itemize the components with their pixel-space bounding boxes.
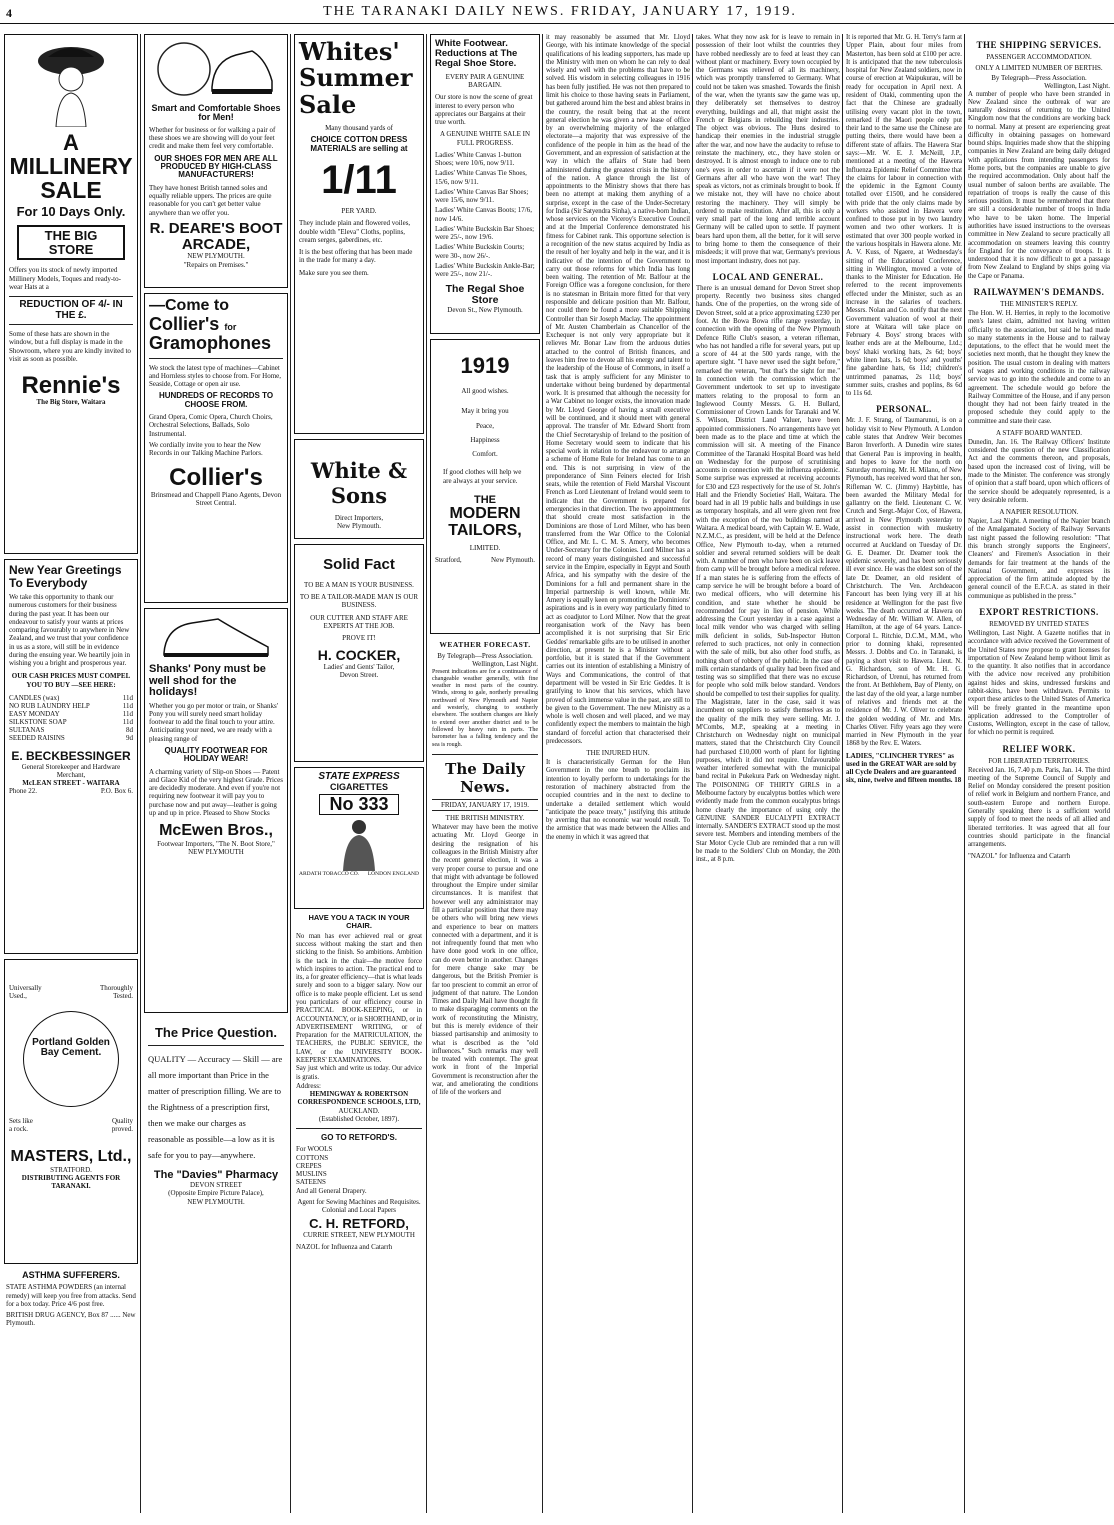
millinery-a: A <box>63 130 79 155</box>
ardath-left: ARDATH TOBACCO CO. <box>299 870 360 877</box>
ponies-title: Shanks' Pony must be well shod for the holidays! <box>149 663 266 699</box>
personal-heading: PERSONAL. <box>876 404 932 415</box>
gramophones-body: We stock the latest type of machines—Cabinet and Hornless styles to choose from. For Home, Seaside, Cottage or open air use. <box>149 363 282 389</box>
column-rule <box>964 34 965 1513</box>
davies-town: NEW PLYMOUTH. <box>187 1197 245 1206</box>
rennies-subtitle: The Big Store, Waitara <box>36 398 106 407</box>
white-sons-name: White & Sons <box>310 458 408 508</box>
price-item: SILKSTONE SOAP <box>9 717 67 726</box>
column-1 <box>4 34 138 1513</box>
whites-body-3: It is the best offering that has been made in the trade for many a day. <box>299 248 413 265</box>
retford-item: SATEENS <box>296 1178 326 1187</box>
price-row <box>9 710 133 718</box>
whites-price: 1/11 <box>321 158 397 203</box>
cocker-name: H. COCKER, <box>317 647 401 664</box>
masters-agents: DISTRIBUTING AGENTS FOR TARANAKI. <box>21 1174 121 1191</box>
solid-fact-line-3: OUR CUTTER AND STAFF ARE EXPERTS AT THE JOB. <box>310 613 408 630</box>
price-item: SULTANAS <box>9 725 45 734</box>
shoes-body: Whether for business or for walking a pair of these shoes we are showing will do your feet credit and make them feel very comfortable. <box>149 125 276 151</box>
rennies-logo: Rennie's <box>21 372 121 400</box>
mcewen-name: McEwen Bros., <box>159 822 273 840</box>
column-6 <box>696 34 840 1513</box>
deares-repairs: "Repairs on Premises." <box>183 260 249 269</box>
shoes-body-2: They have honest British tanned soles and equally reliable uppers. The prices are quite reasonable for you can't get better value anywhere than we offer you. <box>149 183 272 217</box>
regal-store-name: The Regal Shoe Store <box>445 283 525 307</box>
whites-per-yard: PER YARD. <box>341 207 377 216</box>
davies-opposite: (Opposite Empire Picture Palace), <box>168 1189 264 1198</box>
correspondence-school-ad <box>294 914 424 1252</box>
masthead <box>0 0 1114 24</box>
retford-items <box>296 1145 422 1195</box>
retford-name: C. H. RETFORD, <box>309 1216 409 1232</box>
asthma-body: STATE ASTHMA POWDERS (an internal remedy) will keep you free from attacks. Send for a box today. Price 4/6 post free. <box>6 1283 136 1308</box>
newspaper-title: THE TARANAKI DAILY NEWS. FRIDAY, JANUARY 17, 1919. <box>323 4 797 19</box>
relief-subhead: FOR LIBERATED TERRITORIES. <box>988 756 1090 765</box>
cocker-desc: Ladies' and Gents' Tailor, <box>323 662 395 671</box>
napier-heading: A NAPIER RESOLUTION. <box>999 508 1079 517</box>
shipping-subhead-2: ONLY A LIMITED NUMBER OF BERTHS. <box>975 64 1103 72</box>
regal-shoe-store-ad <box>430 34 540 334</box>
price-row <box>9 694 133 702</box>
price-list <box>9 694 133 742</box>
modern-name-3: TAILORS, <box>448 522 522 540</box>
whites-body-2: They include plain and flowered voiles, double width "Eleva" Cloths, poplins, cream serges, gaberdines, etc. <box>299 219 411 244</box>
shoe-illustration-icon <box>152 39 280 101</box>
state-express-brand: STATE EXPRESS <box>318 771 400 782</box>
regal-price-item: Ladies' White Canvas Tie Shoes, 15/6, now 9/11. <box>435 169 527 186</box>
mcewen-footwear-ad <box>144 608 288 1013</box>
price-value: 8d <box>126 725 133 734</box>
deares-town: NEW PLYMOUTH. <box>187 252 245 261</box>
greetings-title: New Year Greetings To Everybody <box>9 563 122 590</box>
railwaymen-body: The Hon. W. H. Herries, in reply to the locomotive men's latest claim, admitted not having written officially to the association, but said he had made so many statements in the House and to railway deputations, to the effect that he would meet the societies next month, that he thought they knew the position. The usual custom in dealing with matters of wages and working conditions in the railway service was to go into the schedule and come to an agreement. The schedule would go before the Railway Committee of the House, and if any person thought they had not been fairly treated in the proposed schedule they could apply to the committee and state their case. <box>968 309 1110 425</box>
weather-place: Wellington, Last Night. <box>472 660 538 669</box>
merchant-phone: Phone 22. <box>9 787 37 796</box>
export-body: Wellington, Last Night. A Gazette notifies that in accordance with advice received the Government of the United States now propose to grant licenses for importation of New Zealand hemp without limit as to the quantity. It also notifies that in accordance with the advice now received any prohibition against hides and skins, undressed furskins and rabbit-skins, have been withdrawn. Permits to export these articles to the United States of America will be freely granted in the meantime upon application addressed to the Comptroller of Customs, Wellington, except in the case of tallow, for which no permit is required. <box>968 629 1110 737</box>
mcewen-footer: Footwear Importers, "The N. Boot Store," NEW PLYMOUTH <box>157 839 275 857</box>
collier-for: for <box>224 321 237 332</box>
school-est: (Established October, 1897). <box>318 1114 400 1123</box>
deares-name: R. DEARE'S BOOT ARCADE, <box>149 219 283 253</box>
retford-item: CREPES <box>296 1161 322 1170</box>
price-item: CANDLES (wax) <box>9 693 60 702</box>
school-body: No man has ever achieved real or great success without making the start and then sticking to the finish. So ambitions. Ambition is the tack in the chair—the motive force which inspires to action. The practical end to its, a for greater efficiency—that is what leads surely and soon to a bigger salary. Now our office is to make people efficient. Let us send you particulars of our efficiency course in PRACTICAL BOOK-KEEPING, or in ACCOUNTANCY, or in SHORTHAND, or in ADVERTISEMENT WRITING, or of Preparation for the MATRICULATION, the TEACHERS, the PUBLIC SERVICE, the LAW, or the UNIVERSITY BOOK-KEEPERS' EXAMINATIONS. <box>296 932 422 1064</box>
white-and-sons-ad <box>294 439 424 539</box>
school-body-2: Say just which and write us today. Our advice is gratis. <box>296 1065 422 1081</box>
nazol-footer-right: "NAZOL" for Influenza and Catarrh <box>968 852 1071 861</box>
column-rule <box>542 34 543 1513</box>
colliers-gramophones-ad <box>144 293 288 603</box>
millinery-body: Offers you its stock of newly imported Millinery Models, Toques and ready-to-wear Hats at a <box>9 266 121 291</box>
shipping-heading: THE SHIPPING SERVICES. <box>976 40 1102 50</box>
price-item: SEEDED RAISINS <box>9 733 65 742</box>
records-subhead: HUNDREDS OF RECORDS TO CHOOSE FROM. <box>158 391 274 409</box>
weather-byline: By Telegraph—Press Association. <box>437 652 533 660</box>
merchant-box: P.O. Box 6. <box>100 787 133 796</box>
collier-line-3: Gramophones <box>149 332 272 353</box>
column-2 <box>144 34 288 1513</box>
wish-peace: Peace, <box>475 421 495 430</box>
boot-illustration-icon <box>156 613 276 661</box>
modern-body: If good clothes will help we are always at your service. <box>443 468 522 485</box>
injured-hun-heading: THE INJURED HUN. <box>586 749 650 758</box>
state-express-product: CIGARETTES <box>329 781 388 792</box>
shipping-body: A number of people who have been stranded in New Zealand since the outbreak of war are naturally desirous of returning to the United Kingdom now that the conditions are working back to normal. Many at present are experiencing great difficulty in obtaining passages on homeward bound ships. Inquiries made show that the shipping companies in New Zealand are being daily deluged with applications from intending passengers for Home ports, but the companies are unable to give the required accommodation. Only about half the usual number of saloon berths are available. The repatriation of troops is really the cause of this serious position. It must be remembered that there are still a considerable number of troops in India who have to be taken home. The Imperial authorities have issued instructions to the overseas committee in New Zealand to secure practically all accommodation on steamers leaving this country for England for the conveyance of troops. It is understood that it is now difficult to get a passage from New Zealand to England by ships going via the Cape or Panama. <box>968 90 1110 280</box>
price-row <box>9 718 133 726</box>
cement-right-1: Thoroughly <box>99 984 133 992</box>
modern-limited: LIMITED. <box>469 543 501 552</box>
golden-bay-cement-badge: Portland Golden Bay Cement. <box>23 1011 119 1107</box>
column-5 <box>546 34 690 1513</box>
injured-hun-continued: takes. What they now ask for is leave to remain in possession of their loot whilst the countries they have robbed needlessly are to feed at least they can without plant or machinery. Every town occupied by the Germans was relieved of all its machinery, which was promptly transferred to Germany. What could not be taken was smashed. Towards the finish of the war, when the tyrants saw the game was up, they deliberately set themselves to destroy everything, buildings and all, that might assist the French or Belgians in rebuilding their industries. The object was obvious. The Huns desired to handicap their enemies in the industrial struggle after the war, and now have the audacity to refuse to reinstate the machinery, etc., they have stolen or destroyed. It is almost enough to induce one to rub one's eyes in order to ascertain if it were not the Germans after all who have won the war! They speak as victors, not as criminals brought to book. If we mistake not, they will have no choice about restoring the machinery. They will simply be ordered to make restitution. After all, this is only a very small part of the long and terrible account Germany will be called upon to settle. If payment bears hard upon them, all the better, for it will serve to bring home to them the consequence of their misdeeds; it will prove that war, Germany's previous most important industry, does not pay. <box>696 34 840 265</box>
millinery-duration: For 10 Days Only. <box>16 204 126 220</box>
shipping-place: Wellington, Last Night. <box>1044 82 1110 91</box>
solid-fact-line-4: PROVE IT! <box>342 634 376 642</box>
seated-figure-icon <box>337 817 381 871</box>
masters-name: MASTERS, Ltd., <box>10 1148 132 1165</box>
price-row <box>9 734 133 742</box>
napier-body: Napier, Last Night. A meeting of the Napier branch of the Amalgamated Society of Railway Servants last night passed the following resolution: "That this branch strongly supports the Engineers', Cleaners' and Firemen's Association in their demands for fair treatment at the hands of the National Government, and expresses its appreciation of the firm attitude adopted by the general council of the E.F.C.A. as stated in their communique as published in the press." <box>968 518 1110 600</box>
regal-price-item: Ladies' White Buckskin Bar Shoes; were 25/-, now 19/6. <box>435 224 535 242</box>
whites-summer-sale-ad <box>294 34 424 434</box>
injured-hun-body: It is characteristically German for the Hun Government in the one breath to proclaim its intention to loyally perform to undertakings for the restoration of machinery abstracted from the occupied countries and in the next to decline to undertake a detailed settlement which would "anticipate the peace treaty," justifying this attitude by averring that no economic war would result. To the armistice that was made between the Allies and the enemy in which it was agreed that <box>546 759 690 841</box>
davies-street: DEVON STREET <box>190 1181 242 1190</box>
modern-right: New Plymouth. <box>491 556 535 565</box>
new-year-greetings-ad <box>4 559 138 954</box>
ardath-right: LONDON ENGLAND <box>367 870 419 877</box>
retford-address: CURRIE STREET, NEW PLYMOUTH <box>303 1231 415 1240</box>
tack-title: HAVE YOU A TACK IN YOUR CHAIR. <box>308 913 410 930</box>
cocker-tailor-ad <box>294 544 424 762</box>
column-rule <box>842 34 843 1513</box>
whites-title: Whites' Summer Sale <box>299 37 413 119</box>
wish-comfort: Comfort. <box>472 450 498 459</box>
solid-fact-line-1: TO BE A MAN IS YOUR BUSINESS. <box>304 580 414 589</box>
hemingway-name: HEMINGWAY & ROBERTSON CORRESPONDENCE SCHOOLS, LTD, <box>297 1090 421 1107</box>
shipping-subhead: PASSENGER ACCOMMODATION. <box>986 53 1092 61</box>
local-general-heading: LOCAL AND GENERAL. <box>712 271 824 282</box>
asthma-ad <box>4 1269 138 1330</box>
column-rule <box>426 34 427 1513</box>
may-it-bring: May it bring you <box>461 407 509 416</box>
good-wishes: All good wishes. <box>461 387 509 396</box>
state-express-ad <box>294 767 424 909</box>
modern-tailors-ad <box>430 339 540 634</box>
local-general-body: There is an unusual demand for Devon Street shop property. Recently two business sites changed hands. One of the properties, on the wrong side of Devon Street, sold at a price approximating £230 per foot. At the Bowa Bowa rifle range yesterday, in connection with the opening of the New Plymouth Defence Rifle Club's season, a veteran rifleman, who has not handled a rifle for several years, put up a score of 44 at the 500 yards range, with the aperture sight. "I have never used the sight before," remarked the veteran, "but that's the sight for me." In connection with the commission which the Government undertook to set up to investigate matters relating to the proposal to form an Inglewood County Messrs. G. H. Bullard, Commissioner of Crown Lands for Taranaki and W. S. Wilson, District Land Valuer, have been appointed commissioners. No arrangements have yet been made as to the place and time at which the commission will sit. A meeting of the Finance Committee of the Taranaki Hospital Board was held on Wednesday for the purpose of scrutinising accounts in connection with the influenza epidemic. Some surprise was expressed at receiving accounts for £30 and £23 respectively for the use of St. John's Hall and the Friendly Societies' Hall, Waitara. The board had in all 19 public halls and buildings in use as temporary hospitals, and all were given rent free with the exception of the two buildings named at Waitara. A medical board, with Captain W. E. Wade, N.Z.M.C., as president, will be held at the Defence Office, New Plymouth to-day, when a returned soldier and several returned soldiers will be dealt with. A number of men who have been on sick leave from camp will be brought before a medical referee. If a man states he is suffering from the effects of camp service he will be brought before a board of two medical officers, who will determine his condition, and state whether he should be recommended for pay in lieu of pension. While addressing the Court yesterday in a case against a local milk vendor who was charged with selling milk deficient in solids, Sub-Inspector Hutton referred to such practices, not only in connection with the sale of milk, but also other food stuffs, as nothing short of robbery of the public. In the case of milk certain standards of quality had been fixed and testing was so simplified that there was no excuse for people who sold milk below standard. Vendors should be compelled to test their supplies for quality. The Magistrate, later in the case, said it was incumbent on suppliers to satisfy themselves as to the quality of the milk they were selling. Mr. J. M'Combs, M.P., speaking at a meeting in Christchurch on Wednesday night on municipal matters, stated that the Christchurch City Council had purchased £10,000 worth of plant for lighting purposes, which it did not require. Unfavourable weather interfered somewhat with the municipal band recital in Pukekura Park on Wednesday night. The POISONING OF THIRTY GIRLS in a Melbourne factory by eucalyptus bottles which were evidently made from the common eucalyptus brings home clearly the importance of using only the GENUINE SANDER EUCALYPTI EXTRACT internally. SANDER'S EXTRACT stood up the most severe test. Members and intending members of the Star Motor Cycle Club are reminded that a run will be made to the Soldiers' Club on Monday, the 20th inst., at 8 p.m. <box>696 284 840 864</box>
regal-address: Devon St., New Plymouth. <box>447 306 523 315</box>
merchant-address: McLEAN STREET - WAITARA <box>22 779 120 788</box>
masters-town: STRATFORD. <box>50 1165 92 1174</box>
state-express-number: No 333 <box>319 794 399 815</box>
export-heading: EXPORT RESTRICTIONS. <box>979 606 1099 617</box>
price-question-body: QUALITY — Accuracy — Skill — are all more important than Price in the matter of prescription filling. We are to the Rightness of a prescription first, then we make our charges as reasonable as possible—a low as it is safe for you to pay—anywhere. <box>148 1053 283 1161</box>
cement-ad <box>4 959 138 1264</box>
price-value: 11d <box>122 701 133 710</box>
collier-line-1: —Come to <box>149 297 229 314</box>
weather-body: Present indications are for a continuance of changeable weather generally, with fine weather in most parts of the country. Winds, strong to gale, northerly prevailing northward of New Plymouth and Napier and westerly, changing to southerly elsewhere. The southern changes are likely to extend over another district and to be followed by heavy rain in parts. The barometer has a falling tendency and the sea is rough. <box>432 668 538 748</box>
relief-body: Received Jan. 16, 7.40 p.m. Paris, Jan. 14. The third meeting of the Supreme Council of Supply and Relief on Monday considered the present position of relief work in Belgium and northern France, and south-eastern Europe and northern Europe. Generally speaking there is a sufficient world supply of food to meet the needs of all allied and liberated territories. It was agreed that all four countries should participate in the financial arrangements. <box>968 766 1110 849</box>
retford-title: GO TO RETFORD'S. <box>321 1133 397 1143</box>
modern-name-2: MODERN <box>449 505 521 523</box>
regal-body: Our store is now the scene of great interest to every person who appreciates our Bargains at their true worth. <box>435 93 533 127</box>
cement-left-3: Sets like <box>9 1116 33 1125</box>
price-value: 11d <box>122 717 133 726</box>
regal-price-item: Ladies' White Canvas Boots; 17/6, now 14/6. <box>435 206 532 223</box>
retford-agent: Agent for Sewing Machines and Requisites. <box>297 1197 421 1206</box>
millinery-body-2: Some of these hats are shown in the window, but a full display is made in the Showroom, where you are kindly invited to visit as soon as possible. <box>9 330 131 363</box>
price-value: 9d <box>126 733 133 742</box>
weather-heading: WEATHER FORECAST. <box>439 640 531 649</box>
davies-pharmacy-name: The "Davies" Pharmacy <box>153 1168 279 1181</box>
personal-body: Mr. J. F. Strang, of Taumarunui, is on a holiday visit to New Plymouth. A London cable states that Andrew Weir becomes Baron Inverforth. A Dunedin wire states that General Pau is improving in health, and hopes to leave for the north on Saturday morning. Mr. H. Milano, of New Plymouth, has received word that her son, Rifleman W. C. (Jimmy) Haybittle, has been awarded the Military Medal for gallantry on the field. Lieutenant C. W. Crutch and Sergt.-Major Cox, of Hawera, arrived in New Plymouth yesterday to assist in connection with musketry instructional work here. The death occurred at Auckland on Tuesday of Dr. G. E. Deamer. Dr. Deamer took the epidemic severely, and has been seriously ill ever since. He was the eldest son of the late Dr. Deamer, an old resident of Christchurch. The Ven. Archdeacon Fancourt has been lying very ill at his residence at Wellington for the past five weeks. The death occurred at Hawera on Wednesday of Mr. William W. Allen, of Hamilton, at the age of 64 years. Lance-Corporal L. Ritchie, D.C.M., M.M., who prior to donning khaki, represented Messrs. J. Dobbs and Co. in Taranaki, is paying a short visit to Hawera. Lieut. N. G. Richardson, son of Mr. H. G. Richardson, of Urenui, has returned from the front. At Bethlehem, Bay of Plenty, on the last day of the old year, a large number of relatives and friends met at the residence of Mr. J. W. Oliver to celebrate the golden wedding of Mr. and Mrs. Charles Oliver. Fifty years ago they were married in New Plymouth in the year 1868 by the Rev. E. Waters. <box>846 417 962 748</box>
retford-item: MUSLINS <box>296 1170 327 1179</box>
price-row <box>9 726 133 734</box>
colliers-logo: Collier's <box>169 464 263 492</box>
british-ministry-heading: THE BRITISH MINISTRY. <box>445 814 525 823</box>
export-subhead: REMOVED BY UNITED STATES <box>989 619 1089 628</box>
colliers-footer: Brinsmead and Chappell Piano Agents, Devon Street Central. <box>150 490 282 507</box>
greetings-body: We take this opportunity to thank our numerous customers for their business during the past year. It has been our endeavour to satisfy your wants at prices comparing favourably to anywhere in New Zealand, and we trust that your confidence in us as a store, will still be in evidence during the ensuing year. We heartily join in wishing you a bright and prosperous year. <box>9 593 131 668</box>
cement-right-2: Tested. <box>113 992 133 1001</box>
price-value: 11d <box>122 709 133 718</box>
asthma-footer: BRITISH DRUG AGENCY, Box 87 ...... New Plymouth. <box>6 1311 136 1328</box>
regal-title: White Footwear. Reductions at The Regal Shoe Store. <box>435 38 518 69</box>
big-store-logo: THE BIG STORE <box>17 225 125 260</box>
minister-reply-subhead: THE MINISTER'S REPLY. <box>1000 299 1078 308</box>
modern-left: Stratford, <box>435 556 462 565</box>
staff-board-heading: A STAFF BOARD WANTED. <box>995 428 1083 437</box>
davies-pharmacy-ad <box>144 1018 288 1298</box>
column-rule <box>140 34 141 1513</box>
lady-hat-illustration-icon <box>36 39 106 127</box>
local-items-body: It is reported that Mr. G. H. Terry's farm at Upper Plain, about four miles from Masterton, has been sold at £100 per acre. It is anticipated that the new tuberculosis hospital for New Zealand soldiers, now in course of erection at Waipukurau, will be ready for occupation in April next. A resident of Otaki, commenting upon the fact that the Chinese are gradually utilising every vacant plot in the town, remarked if the Maori people only put their land to the same use the Chinese are putting theirs, there would have been a different state of affairs. The Hawera Star says:—Mr. W. E. J. McNeill, J.P., mentioned at a meeting of the Hawera Influenza Epidemic Relief Committee that the claims for labour in connection with the epidemic in the Egmont County totalled over £1500, and he considered with pride that the only claims made by workers who assisted in Hawera were confined to those put in by two laundry women and two other workers. It is estimated that over 300 people worked in the various hospitals in Hawera alone. Mr. A. V. Kuss, of Ngaere, at Wednesday's sitting of the Educational Conference, sitting in Wellington, moved a vote of thanks to the Minister for Education. He referred to the recent improvements effected under the Minister, such as an increase in the salaries of teachers. Messrs. Nolan and Co. notify that the next Government valuation of wool at their store at Waitara will take place on February 4. Boys' strong braces with leather ends are at the Melbourne, Ltd.; boys' khaki working hats, 2s 6d; boys' white linen hats, 1s 6d; boys' and youths' fine gabardine hats, 6s 11d; children's untrimmed panamas, 2s 11d; boys' summer suits, crashes and poplins, 8s 6d to 11s 6d. <box>846 34 962 398</box>
price-row <box>9 702 133 710</box>
white-sale-heading: A GENUINE WHITE SALE IN FULL PROGRESS. <box>439 130 531 147</box>
wish-happiness: Happiness <box>470 435 500 444</box>
solid-fact-line-2: TO BE A TAILOR-MADE MAN IS OUR BUSINESS. <box>299 593 419 610</box>
modern-name-1: THE <box>474 493 496 506</box>
nazol-footer: NAZOL for Influenza and Catarrh <box>296 1243 393 1252</box>
asthma-title: ASTHMA SUFFERERS. <box>22 1270 120 1280</box>
clincher-tyres-notice: LADIES, "CLINCHER TYRES" as used in the GREAT WAR are sold by all Cycle Dealers and are guaranteed six, nine, twelve and fifteen months. 18 <box>846 751 962 785</box>
retford-item: And all General Drapery. <box>296 1186 367 1195</box>
whites-body-4: Make sure you see them. <box>299 268 369 277</box>
column-rule <box>692 34 693 1513</box>
price-question-title: The Price Question. <box>154 1025 278 1040</box>
shipping-byline: By Telegraph—Press Association. <box>991 74 1087 82</box>
cement-right-4: proved. <box>111 1124 133 1133</box>
shoes-title: Smart and Comfortable Shoes for Men! <box>151 103 281 123</box>
white-sons-town: New Plymouth. <box>337 522 381 531</box>
staff-board-body: Dunedin, Jan. 16. The Railway Officers' Institute considered the question of the new Classification Act and the comments thereon, and proposals, based upon the increased cost of living, will be made to the Minister. The conference was strongly of opinion that a staff board, upon which officers of the service should be adequately represented, is a very desirable reform. <box>968 438 1110 504</box>
regal-price-item: Ladies' White Buckskin Courts; were 30-, now 26/-. <box>435 243 525 260</box>
solid-fact-title: Solid Fact <box>323 556 395 573</box>
reduction-banner: REDUCTION OF 4/- IN THE £. <box>9 296 133 325</box>
regal-price-item: Ladies' White Canvas 1-button Shoes; were 10/6, now 9/11. <box>435 150 522 168</box>
school-town: AUCKLAND. <box>338 1106 380 1115</box>
retford-papers: Colonial and Local Papers <box>321 1206 397 1215</box>
ponies-body-2: A charming variety of Slip-on Shoes — Patent and Glace Kid of the very highest Grade. Prices are decidedly moderate. And even if you're not requiring new footwear it will pay you to purchase now and put away—leather is going up and up in price. Pleased to Show Stocks <box>149 767 283 817</box>
price-item: NO RUB LAUNDRY HELP <box>9 701 90 710</box>
retford-item: For WOOLS <box>296 1145 333 1154</box>
cash-prices-heading: OUR CASH PRICES MUST COMPEL YOU TO BUY —SEE HERE: <box>11 672 131 689</box>
millinery-sale-ad <box>4 34 138 554</box>
cement-left-4: a rock. <box>9 1124 29 1133</box>
ministry-continued: it may reasonably be assumed that Mr. Lloyd George, with his intimate knowledge of the special qualifications of his leading supporters, has made up the Ministry with men on whom he can rely to deal wisely and well with the problems that have to be solved. His wisdom in selecting colleagues in 1916 has been fully justified. He was not then prepared to limit his choice to those having seats in Parliament, but gathered around him the best and ablest brains in the country, the result being that at the recent general election he was given a new lease of office by an overwhelming majority of the enlarged electorate—a majority that was expressive of the confidence of the people in him as the head of the Government, and an expression of satisfaction at the way in which the affairs of State had been administered during the greatest crisis in the history of the nation. A glance through the list of appointments to the Ministry shows that there has been no attempt at making them anything of a surprise, except in the case of the Under-Secretary for India (Sir Satyendra Sinha), a native-born Indian, whose services on the Viceroy's Executive Council and at the Imperial Conference demonstrated his fitness for Cabinet rank. This opportune selection is a recognition of the new status acquired by India as the result of her loyalty and help in the war, and it is indicative of the intention of the Government to carry out those reforms for which India has long been waiting. The retention of Mr. Balfour at the Foreign Office was a foregone conclusion, for there is no statesman in Britain more fitted for that very responsible and delicate position than Mr. Balfour, nor could there be found a more suitable Shipping Controller than Sir Joseph Maclay. The appointment of Mr. Austen Chamberlain as Chancellor of the Exchequer is not only very appropriate but it relieves Mr. Bonar Law from the arduous duties attached to the control of British finances, and leaves him free to devote all his energy and talent to the leadership of the House of Commons, in itself a task that is amply sufficient for any Minister to undertake without being burdened by departmental work. It is presumed that although the necessity for a War Cabinet no longer exists, the innovation made by Mr. Lloyd George of having a small executive will be continued, and it should meet with general approval. The transfer of Mr. Edward Shortt from the Chief Secretaryship of Ireland to the position of Home Secretary would seem to indicate that his special work in relation to the endeavour to arrange a scheme of Home Rule for Ireland has come to an end. This is not surprising in view of the preponderance of Sinn Feiners elected for Irish seats, while the retention of Field Marshal Viscount French as Lord Lieutenant of Ireland would seem to indicate that the Government is prepared for emergencies in that direction. The two appointments that should create most satisfaction in the Dominions are those of Lord Milner, who has been transferred from the War Office to the Colonial Office, and Mr. L. C. M. S. Amery, who becomes Under-Secretary for the Colonies. Lord Milner has a record of many years distinguished and successful service in the Empire, especially in Egypt and South Africa, and his sympathy with the desire of the Dominions for a full and permanent share in the Imperial partnership is well known, while Mr. Amery is equally keen on promoting the Dominions' aspirations and is in every way particularly fitted to act as coadjutor to Lord Milner. Now that the great reorganisation work of the Navy has been accomplished it is not surprising that Sir Eric Geddes' remarkable gifts are to be utilised in another direction, at present he is a Minister without a portfolio, but it is stated that if the Government carries out its intention of establishing a Ministry of Ways and Communications, the control of that department will be vested in Sir Eric Geddes. It is gratifying to know that his services, which have proved of such immense value in the past, are still to be given to the Government. The new Ministry as a whole is well chosen and well placed, and we may confidently expect the members to maintain the high standard of forceful action that characterised their predecessors. <box>546 34 690 745</box>
deare-boot-ad <box>144 34 288 288</box>
column-7 <box>846 34 962 1513</box>
collier-line-2: Collier's <box>149 313 220 334</box>
cement-left-1: Universally <box>9 984 42 992</box>
cement-left-2: Used., <box>9 992 27 1001</box>
gramophones-body-3: We cordially invite you to hear the New Records in our Talking Machine Parlors. <box>149 440 263 458</box>
ponies-body: Whether you go per motor or train, or Shanks' Pony you will surely need smart holiday footwear to add the final touch to your attire. Anticipating your need, we are ready with a pleasing range of <box>149 701 278 743</box>
regal-price-item: Ladies' White Canvas Bar Shoes; were 15/6, now 9/11. <box>435 187 529 205</box>
beckbessinger-name: E. BECKBESSINGER <box>11 748 131 763</box>
regal-subhead: EVERY PAIR A GENUINE BARGAIN. <box>445 72 525 90</box>
year-banner: 1919 <box>460 353 510 378</box>
relief-heading: RELIEF WORK. <box>1002 743 1076 754</box>
whites-subhead: CHOICE COTTON DRESS MATERIALS are selling at <box>310 135 408 153</box>
daily-news-nameplate: The Daily News. <box>445 759 525 796</box>
editorial-column <box>430 640 540 1097</box>
retford-item: COTTONS <box>296 1153 329 1162</box>
merchant-description: General Storekeeper and Hardware Merchant, <box>21 762 121 779</box>
cement-right-3: Quality <box>112 1116 133 1125</box>
regal-price-item: Ladies' White Buckskin Ankle-Bar; were 25/-, now 21/-. <box>435 261 535 279</box>
editorial-date: FRIDAY, JANUARY 17, 1919. <box>432 799 538 811</box>
gramophones-body-2: Grand Opera, Comic Opera, Church Choirs, Orchestral Selections, Ballads, Solo Instrumental. <box>149 413 273 438</box>
school-address-label: Address: <box>296 1081 321 1090</box>
page-number: 4 <box>6 6 12 20</box>
regal-price-list <box>435 151 535 279</box>
cocker-street: Devon Street. <box>339 671 379 680</box>
column-3 <box>294 34 424 1513</box>
white-sons-desc: Direct Importers, <box>334 514 384 522</box>
shoes-subhead: OUR SHOES FOR MEN ARE ALL PRODUCED BY HIGH-CLASS MANUFACTURERS! <box>154 153 278 180</box>
column-8 <box>968 34 1110 1513</box>
british-ministry-body: Whatever may have been the motive actuating Mr. Lloyd George in desiring the resignation of his colleagues in the British Ministry after the recent general election, it was a very proper course to pursue and one that might with advantage be followed throughout the Empire under similar circumstances. It is manifest that however well any administrator may fill a particular position that there may be others who will bring new views and experience to bear on matters connected with a department, and it is not infrequently found that men who have done good work in one office, can do even better in another. Changes for mere change sake may be dangerous, but the British Premier is far too prescient to commit an error of judgment of that nature. The London Times and Daily Mail have thought fit to make disparaging comments on the work of reconstituting the Ministry, but this is merely evidence of their biassed partisanship and animosity to what is described as the "old influences." Such remarks may well be treated with contempt. The great work in front of the Imperial Government is reconstruction after the war, and ameliorating the conditions of life of the workers and <box>432 824 538 1097</box>
railwaymen-heading: RAILWAYMEN'S DEMANDS. <box>973 286 1105 297</box>
column-rule <box>290 34 291 1513</box>
ponies-subhead: QUALITY FOOTWEAR FOR HOLIDAY WEAR! <box>164 745 268 764</box>
price-item: EASY MONDAY <box>9 709 60 718</box>
millinery-headline: MILLINERY SALE <box>9 153 133 204</box>
whites-body: Many thousand yards of <box>325 124 393 133</box>
price-value: 11d <box>122 693 133 702</box>
column-4 <box>430 34 540 1513</box>
